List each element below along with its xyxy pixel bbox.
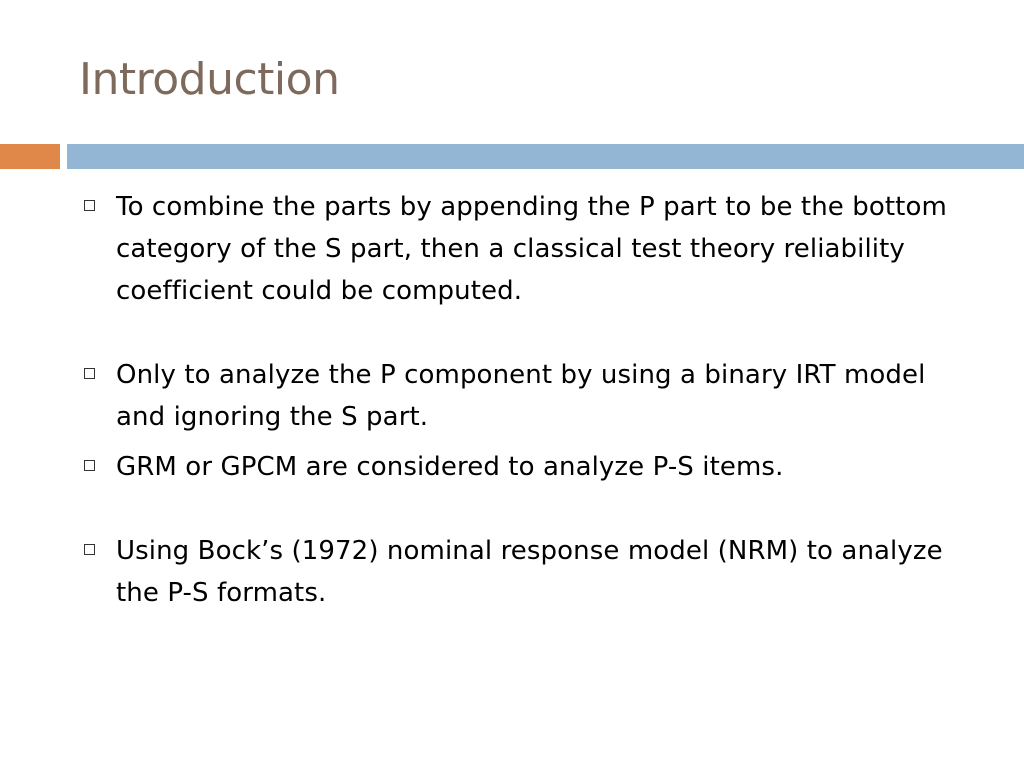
accent-bar	[0, 144, 60, 169]
bullet-text: Using Bock’s (1972) nominal response model (NRM) to analyze the P-S formats.	[116, 536, 943, 608]
bullet-item	[80, 446, 980, 488]
hollow-square-icon	[84, 544, 95, 555]
title-underline-bar	[67, 144, 1024, 169]
bullet-text: GRM or GPCM are considered to analyze P-S items.	[116, 452, 784, 482]
bullet-text: Only to analyze the P component by using a binary IRT model and ignoring the S part.	[116, 360, 926, 432]
bullet-list	[80, 186, 980, 614]
hollow-square-icon	[84, 460, 95, 471]
hollow-square-icon	[84, 368, 95, 379]
bullet-text: To combine the parts by appending the P part to be the bottom category of the S part, then a classical test theory reliability coefficient could be computed.	[116, 192, 947, 306]
bullet-item	[80, 186, 980, 312]
bullet-item	[80, 530, 980, 614]
bullet-item	[80, 354, 980, 438]
hollow-square-icon	[84, 200, 95, 211]
slide-title: Introduction	[79, 54, 340, 105]
